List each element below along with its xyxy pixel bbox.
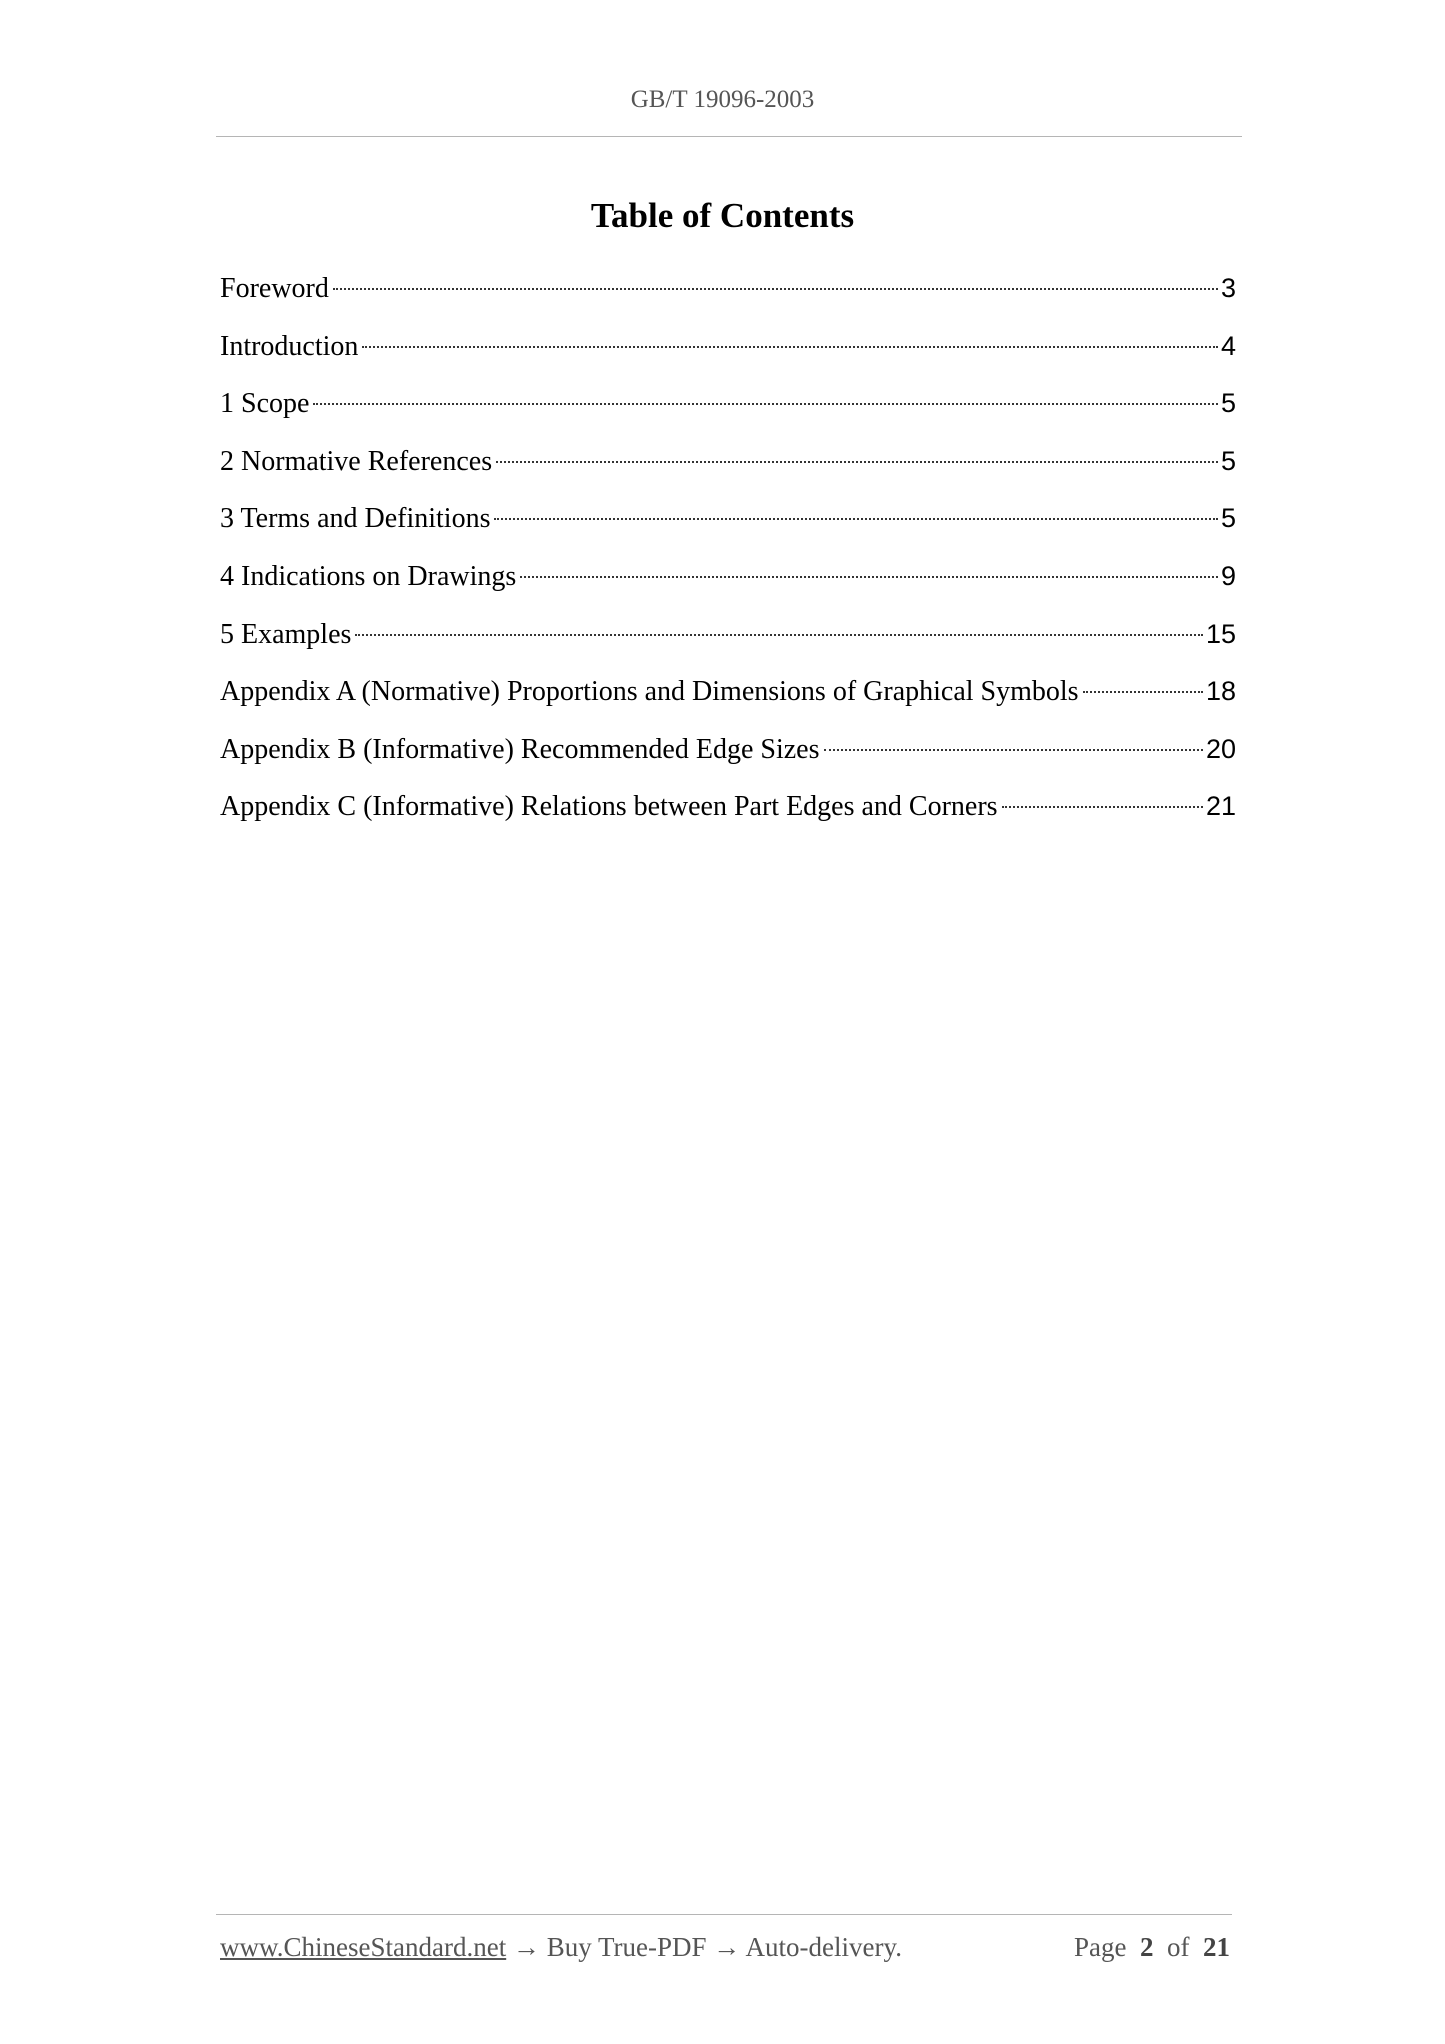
toc-leader-dots	[1083, 691, 1203, 693]
page-word: Page	[1074, 1932, 1127, 1962]
toc-entry-label: 3 Terms and Definitions	[220, 503, 491, 535]
toc-entry-label: 5 Examples	[220, 618, 352, 650]
toc-leader-dots	[333, 288, 1218, 290]
toc-entry-page: 20	[1205, 733, 1236, 764]
toc-entry-appendix-c[interactable]	[220, 784, 1236, 842]
arrow-right-icon: →	[713, 1932, 741, 1962]
header-divider	[216, 136, 1242, 137]
toc-entry-page: 18	[1205, 676, 1236, 707]
toc-entry-label: Appendix A (Normative) Proportions and Dimensions of Graphical Symbols	[220, 676, 1079, 708]
page-total: 21	[1203, 1932, 1230, 1962]
toc-leader-dots	[362, 346, 1218, 348]
toc-entry-examples[interactable]	[220, 612, 1236, 670]
toc-entry-page: 15	[1205, 618, 1236, 649]
footer-buy-text: Buy True-PDF	[546, 1932, 707, 1962]
toc-entry-appendix-a[interactable]	[220, 669, 1236, 727]
toc-entry-introduction[interactable]	[220, 324, 1236, 382]
page-number	[1074, 1932, 1230, 1963]
website-link[interactable]: www.ChineseStandard.net	[220, 1932, 507, 1962]
toc-leader-dots	[494, 518, 1217, 520]
page-current: 2	[1140, 1932, 1154, 1962]
arrow-right-icon: →	[512, 1932, 540, 1962]
toc-entry-terms-definitions[interactable]	[220, 496, 1236, 554]
toc-entry-appendix-b[interactable]	[220, 727, 1236, 785]
of-word: of	[1167, 1932, 1190, 1962]
toc-entry-page: 5	[1220, 445, 1236, 476]
footer-promo	[220, 1932, 902, 1963]
toc-entry-page: 5	[1220, 388, 1236, 419]
toc-entry-label: Appendix B (Informative) Recommended Edge Sizes	[220, 733, 820, 765]
toc-entry-page: 3	[1220, 273, 1236, 303]
footer-divider	[216, 1914, 1232, 1915]
toc-leader-dots	[824, 749, 1203, 751]
toc-entry-page: 5	[1220, 503, 1236, 534]
toc-entry-label: Appendix C (Informative) Relations between Part Edges and Corners	[220, 791, 998, 823]
toc-entry-page: 4	[1220, 330, 1236, 361]
toc-leader-dots	[496, 461, 1218, 463]
toc-leader-dots	[520, 576, 1218, 578]
toc-entry-normative-references[interactable]	[220, 439, 1236, 497]
toc-list	[220, 266, 1236, 842]
toc-title: Table of Contents	[590, 196, 855, 235]
toc-entry-foreword[interactable]	[220, 266, 1236, 324]
toc-leader-dots	[1002, 806, 1203, 808]
toc-entry-label: 4 Indications on Drawings	[220, 560, 517, 592]
running-header: GB/T 19096-2003	[630, 86, 815, 113]
toc-entry-label: Foreword	[220, 273, 329, 304]
toc-entry-label: 2 Normative References	[220, 445, 493, 477]
toc-entry-page: 9	[1220, 560, 1236, 591]
footer-delivery-text: Auto-delivery.	[745, 1932, 902, 1962]
toc-entry-indications-drawings[interactable]	[220, 554, 1236, 612]
toc-leader-dots	[355, 634, 1203, 636]
toc-entry-page: 21	[1205, 791, 1236, 822]
toc-entry-scope[interactable]	[220, 381, 1236, 439]
toc-entry-label: 1 Scope	[220, 388, 310, 420]
toc-leader-dots	[313, 403, 1218, 405]
toc-entry-label: Introduction	[220, 330, 359, 362]
